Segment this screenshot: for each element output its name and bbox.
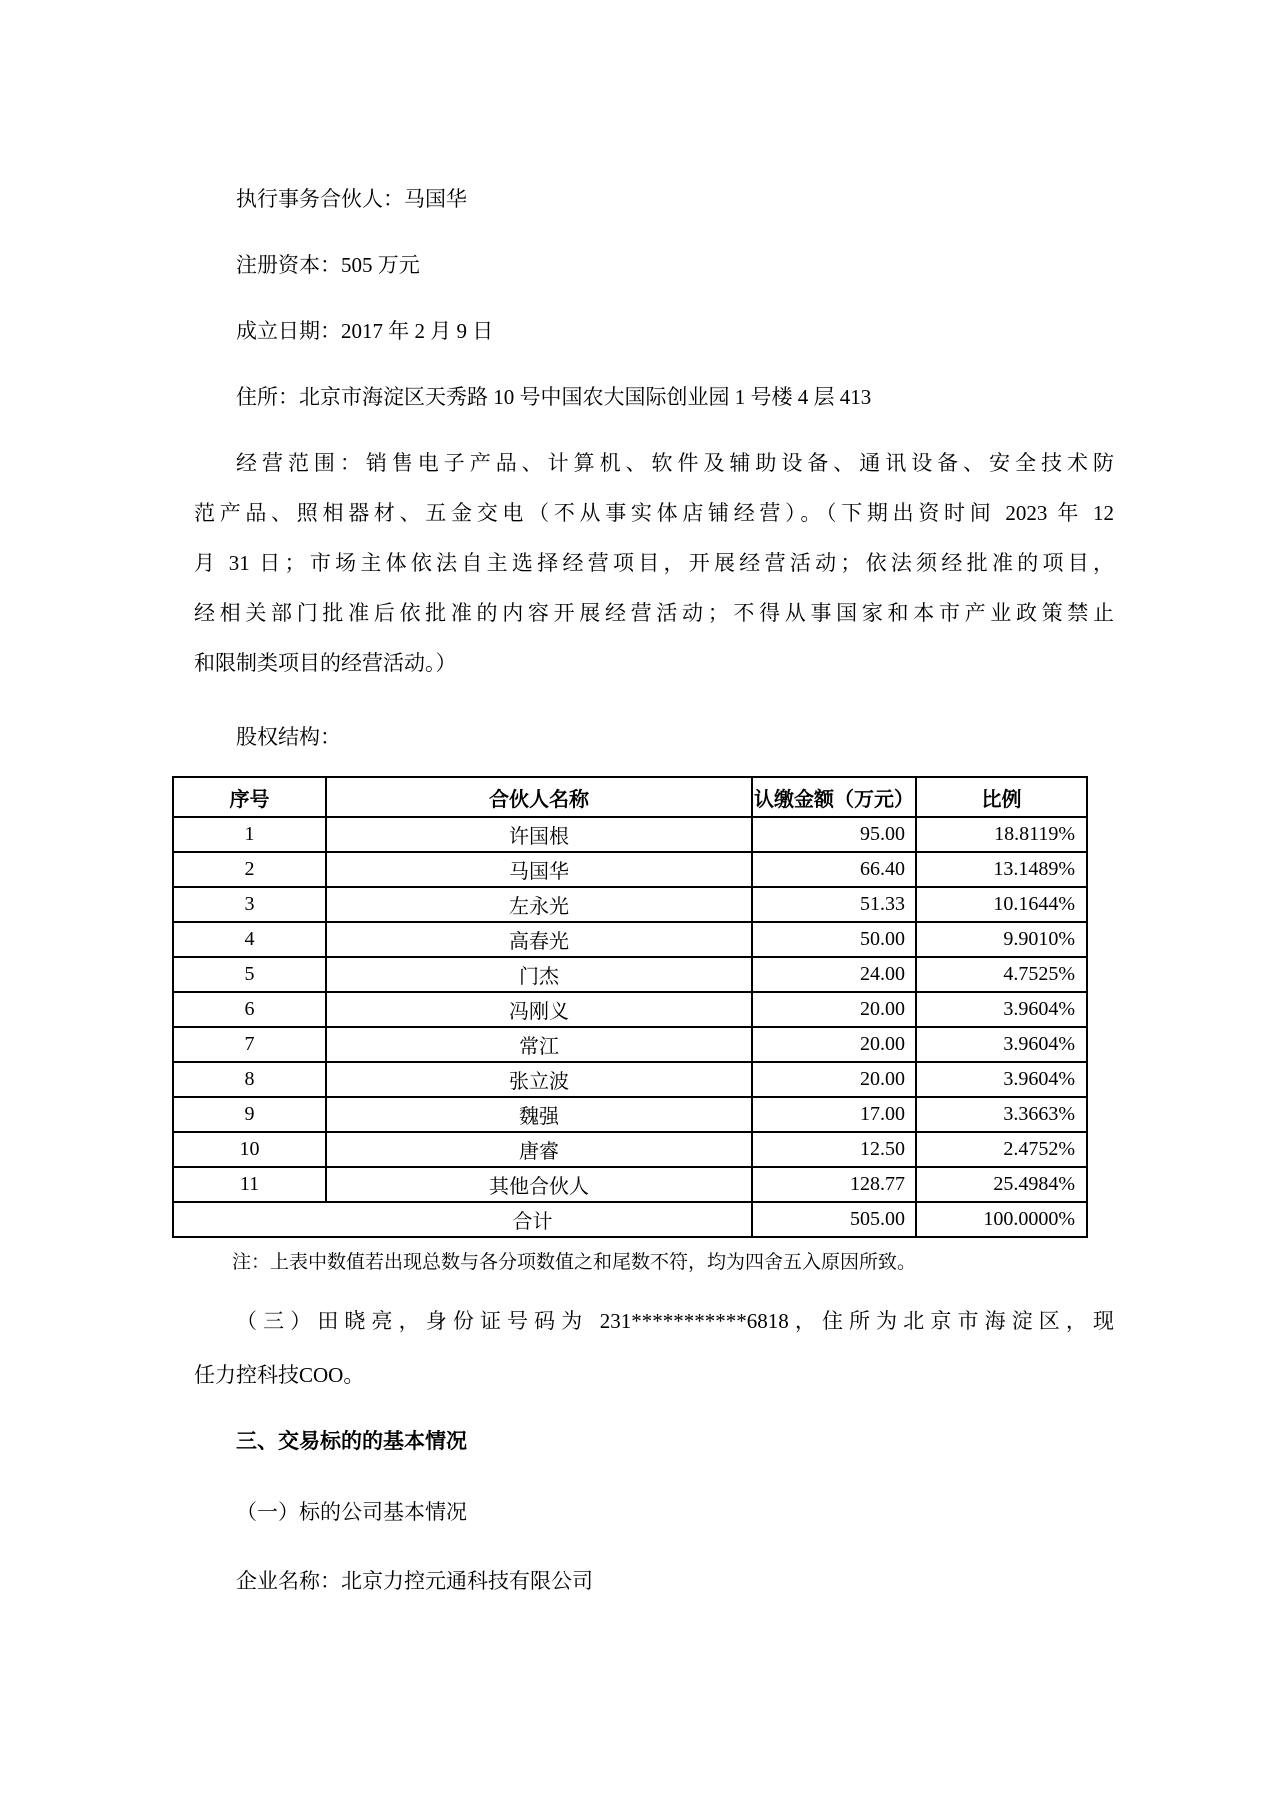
- table-row: [173, 957, 1087, 992]
- cell-amount: 128.77: [752, 1167, 916, 1202]
- cell-ratio: 10.1644%: [916, 887, 1087, 922]
- cell-ratio: 3.9604%: [916, 1027, 1087, 1062]
- table-row: [173, 852, 1087, 887]
- cell-ratio: 3.9604%: [916, 992, 1087, 1027]
- cell-amount: 20.00: [752, 992, 916, 1027]
- cell-partner-name: 高春光: [326, 922, 752, 957]
- table-row: [173, 1132, 1087, 1167]
- document-body: [194, 174, 1114, 1606]
- table-row: [173, 817, 1087, 852]
- cell-ratio: 4.7525%: [916, 957, 1087, 992]
- paragraph-partner-c: [194, 1294, 1114, 1402]
- cell-serial: 7: [173, 1027, 326, 1062]
- cell-partner-name: 张立波: [326, 1062, 752, 1097]
- cell-amount: 66.40: [752, 852, 916, 887]
- cell-partner-name: 门杰: [326, 957, 752, 992]
- cell-partner-name: 许国根: [326, 817, 752, 852]
- cell-ratio: 3.3663%: [916, 1097, 1087, 1132]
- cell-serial: 9: [173, 1097, 326, 1132]
- header-serial-number: 序号: [173, 777, 326, 817]
- paragraph-business-scope: [194, 438, 1114, 688]
- section-heading: 三、交易标的的基本情况: [236, 1429, 467, 1453]
- business-scope-line: 范产品、照相器材、五金交电（不从事实体店铺经营）。（下期出资时间 2023 年 12: [194, 501, 1114, 525]
- cell-ratio: 13.1489%: [916, 852, 1087, 887]
- table-note: 注：上表中数值若出现总数与各分项数值之和尾数不符，均为四舍五入原因所致。: [232, 1252, 917, 1273]
- business-scope-line: 经相关部门批准后依批准的内容开展经营活动；不得从事国家和本市产业政策禁止: [194, 601, 1114, 625]
- cell-ratio: 3.9604%: [916, 1062, 1087, 1097]
- partner-c-line: 任力控科技COO。: [194, 1363, 365, 1387]
- cell-amount: 20.00: [752, 1027, 916, 1062]
- cell-ratio: 25.4984%: [916, 1167, 1087, 1202]
- table-row: [173, 1027, 1087, 1062]
- paragraph-establishment-date: 成立日期：2017 年 2 月 9 日: [236, 319, 494, 343]
- table-row: [173, 887, 1087, 922]
- business-scope-line: 经营范围：销售电子产品、计算机、软件及辅助设备、通讯设备、安全技术防: [236, 451, 1114, 475]
- cell-partner-name: 唐睿: [326, 1132, 752, 1167]
- table-row: [173, 992, 1087, 1027]
- cell-partner-name: 马国华: [326, 852, 752, 887]
- cell-serial: 6: [173, 992, 326, 1027]
- cell-amount: 95.00: [752, 817, 916, 852]
- header-subscribed-amount: 认缴金额（万元）: [752, 777, 916, 817]
- equity-structure-table: [172, 776, 1088, 1238]
- cell-serial: 3: [173, 887, 326, 922]
- table-row: [173, 1062, 1087, 1097]
- cell-ratio: 2.4752%: [916, 1132, 1087, 1167]
- cell-serial: 1: [173, 817, 326, 852]
- cell-partner-name: 常江: [326, 1027, 752, 1062]
- cell-partner-name: 左永光: [326, 887, 752, 922]
- cell-amount: 20.00: [752, 1062, 916, 1097]
- cell-partner-name: 魏强: [326, 1097, 752, 1132]
- header-partner-name: 合伙人名称: [326, 777, 752, 817]
- cell-total-ratio: 100.0000%: [916, 1202, 1087, 1237]
- table-row: [173, 1097, 1087, 1132]
- cell-total-amount: 505.00: [752, 1202, 916, 1237]
- partner-c-line: （三）田晓亮，身份证号码为 231***********6818，住所为北京市海淀区，现: [236, 1309, 1114, 1333]
- table-row: [173, 922, 1087, 957]
- cell-ratio: 9.9010%: [916, 922, 1087, 957]
- cell-serial: 10: [173, 1132, 326, 1167]
- cell-amount: 17.00: [752, 1097, 916, 1132]
- cell-total-label: 合计: [173, 1202, 752, 1237]
- cell-partner-name: 其他合伙人: [326, 1167, 752, 1202]
- cell-serial: 8: [173, 1062, 326, 1097]
- paragraph-address: 住所：北京市海淀区天秀路 10 号中国农大国际创业园 1 号楼 4 层 413: [236, 385, 872, 409]
- business-scope-line: 月 31 日；市场主体依法自主选择经营项目，开展经营活动；依法须经批准的项目，: [194, 551, 1114, 575]
- cell-serial: 5: [173, 957, 326, 992]
- cell-amount: 12.50: [752, 1132, 916, 1167]
- table-row: [173, 1167, 1087, 1202]
- cell-amount: 51.33: [752, 887, 916, 922]
- cell-serial: 4: [173, 922, 326, 957]
- equity-structure-label: 股权结构：: [236, 725, 341, 749]
- cell-serial: 11: [173, 1167, 326, 1202]
- paragraph-company-name: 企业名称：北京力控元通科技有限公司: [236, 1569, 593, 1593]
- paragraph-executive-partner: 执行事务合伙人：马国华: [236, 187, 467, 211]
- cell-serial: 2: [173, 852, 326, 887]
- header-ratio: 比例: [916, 777, 1087, 817]
- cell-amount: 24.00: [752, 957, 916, 992]
- business-scope-line: 和限制类项目的经营活动。）: [194, 651, 457, 675]
- cell-ratio: 18.8119%: [916, 817, 1087, 852]
- table-total-row: [173, 1202, 1087, 1237]
- cell-partner-name: 冯刚义: [326, 992, 752, 1027]
- cell-amount: 50.00: [752, 922, 916, 957]
- paragraph-registered-capital: 注册资本：505 万元: [236, 253, 420, 277]
- table-header-row: [173, 777, 1087, 817]
- subsection-heading: （一）标的公司基本情况: [236, 1500, 467, 1524]
